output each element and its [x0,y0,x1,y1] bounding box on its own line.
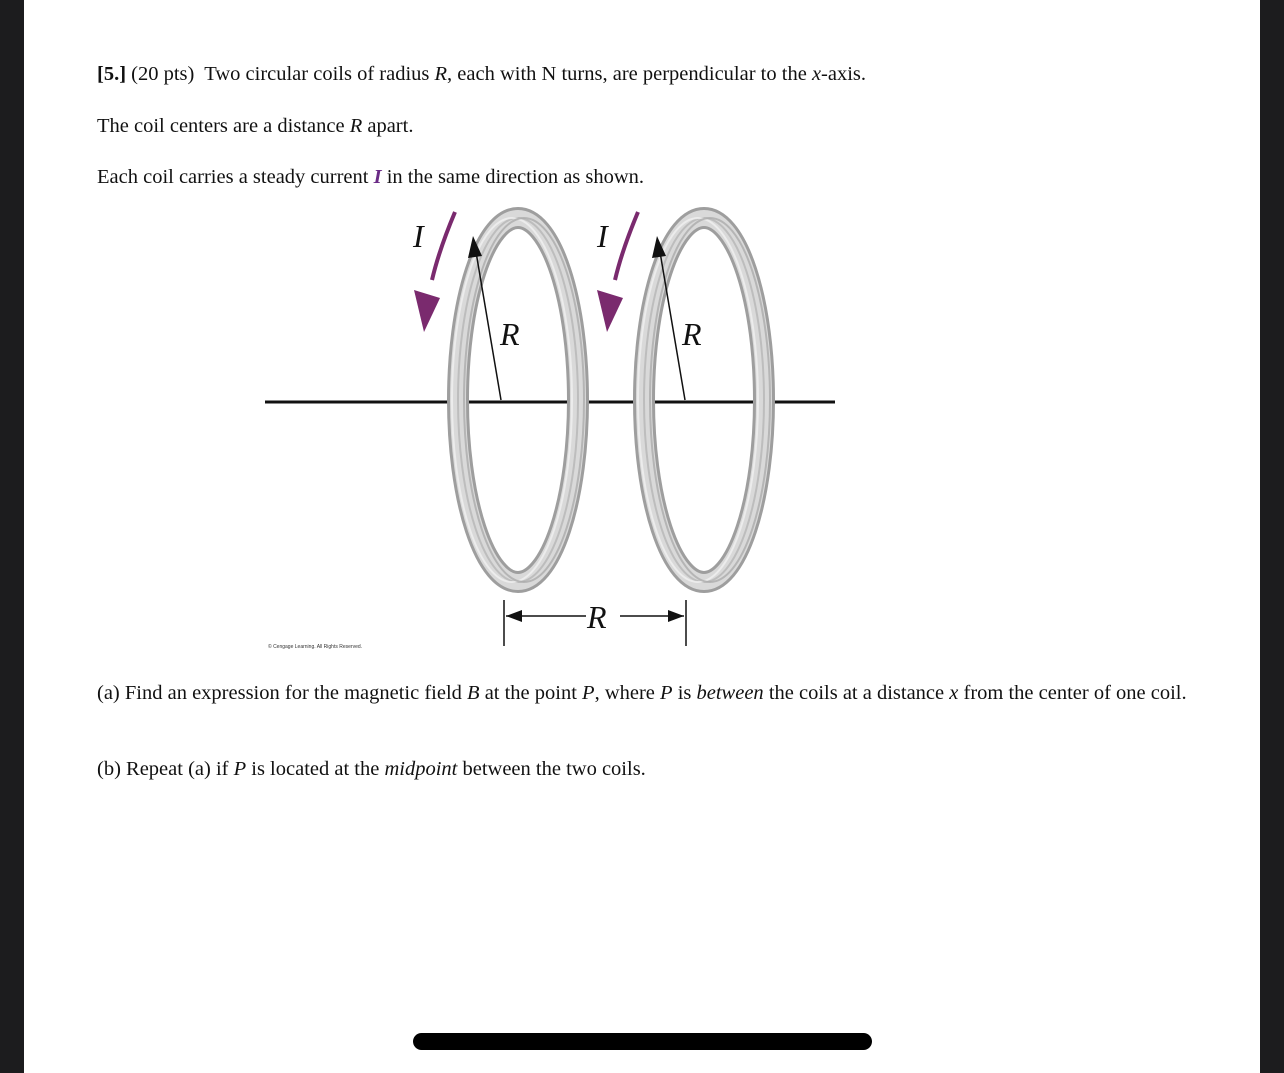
line1-text-c: -axis. [821,63,867,85]
line3-text-b: in the same direction as shown. [381,166,645,188]
question-b [97,756,646,782]
question-a [97,681,1187,706]
line1-var-x: x [811,63,822,85]
problem-points: (20 pts) [131,63,195,85]
line1-var-r: R [434,63,448,85]
problem-number: [5.] [97,63,127,85]
line1-text-a: Two circular coils of radius [204,63,435,85]
qa-t4: the coils at a distance [763,682,950,704]
qb-emph: midpoint [384,758,458,780]
left-coil [452,218,584,582]
radius-label-right: R [682,316,702,352]
qa-var-p1: P [582,682,595,704]
qb-t1: is located at the [246,758,385,780]
qa-t2: , where [594,682,661,704]
current-label-left: I [413,218,424,254]
line3-var-i: I [373,166,382,188]
line1-text-b: , each with N turns, are perpendicular to the [447,63,812,85]
separation-label: R [587,599,607,635]
current-label-right: I [597,218,608,254]
qa-var-p2: P [660,682,673,704]
radius-label-left: R [500,316,520,352]
qa-t3: is [672,682,697,704]
qa-t5: from the center of one coil. [958,682,1187,704]
helmholtz-coils-figure [24,0,1260,700]
right-coil [638,218,770,582]
home-indicator-bar[interactable] [413,1033,872,1050]
figure-credit: © Cengage Learning. All Rights Reserved. [268,644,363,650]
line3-text-a: Each coil carries a steady current [97,166,374,188]
qa-emph: between [696,682,764,704]
qa-var-x: x [949,682,959,704]
document-page [24,0,1260,1073]
qa-var-b: B [467,682,480,704]
qa-t1: at the point [479,682,583,704]
qb-t2: between the two coils. [457,758,646,780]
qa-prefix: (a) Find an expression for the magnetic field [97,682,468,704]
line2-text-a: The coil centers are a distance [97,115,350,137]
line2-text-b: apart. [362,115,414,137]
qb-var-p: P [233,758,247,780]
line2-var-r: R [349,115,363,137]
qb-prefix: (b) Repeat (a) if [97,758,234,780]
